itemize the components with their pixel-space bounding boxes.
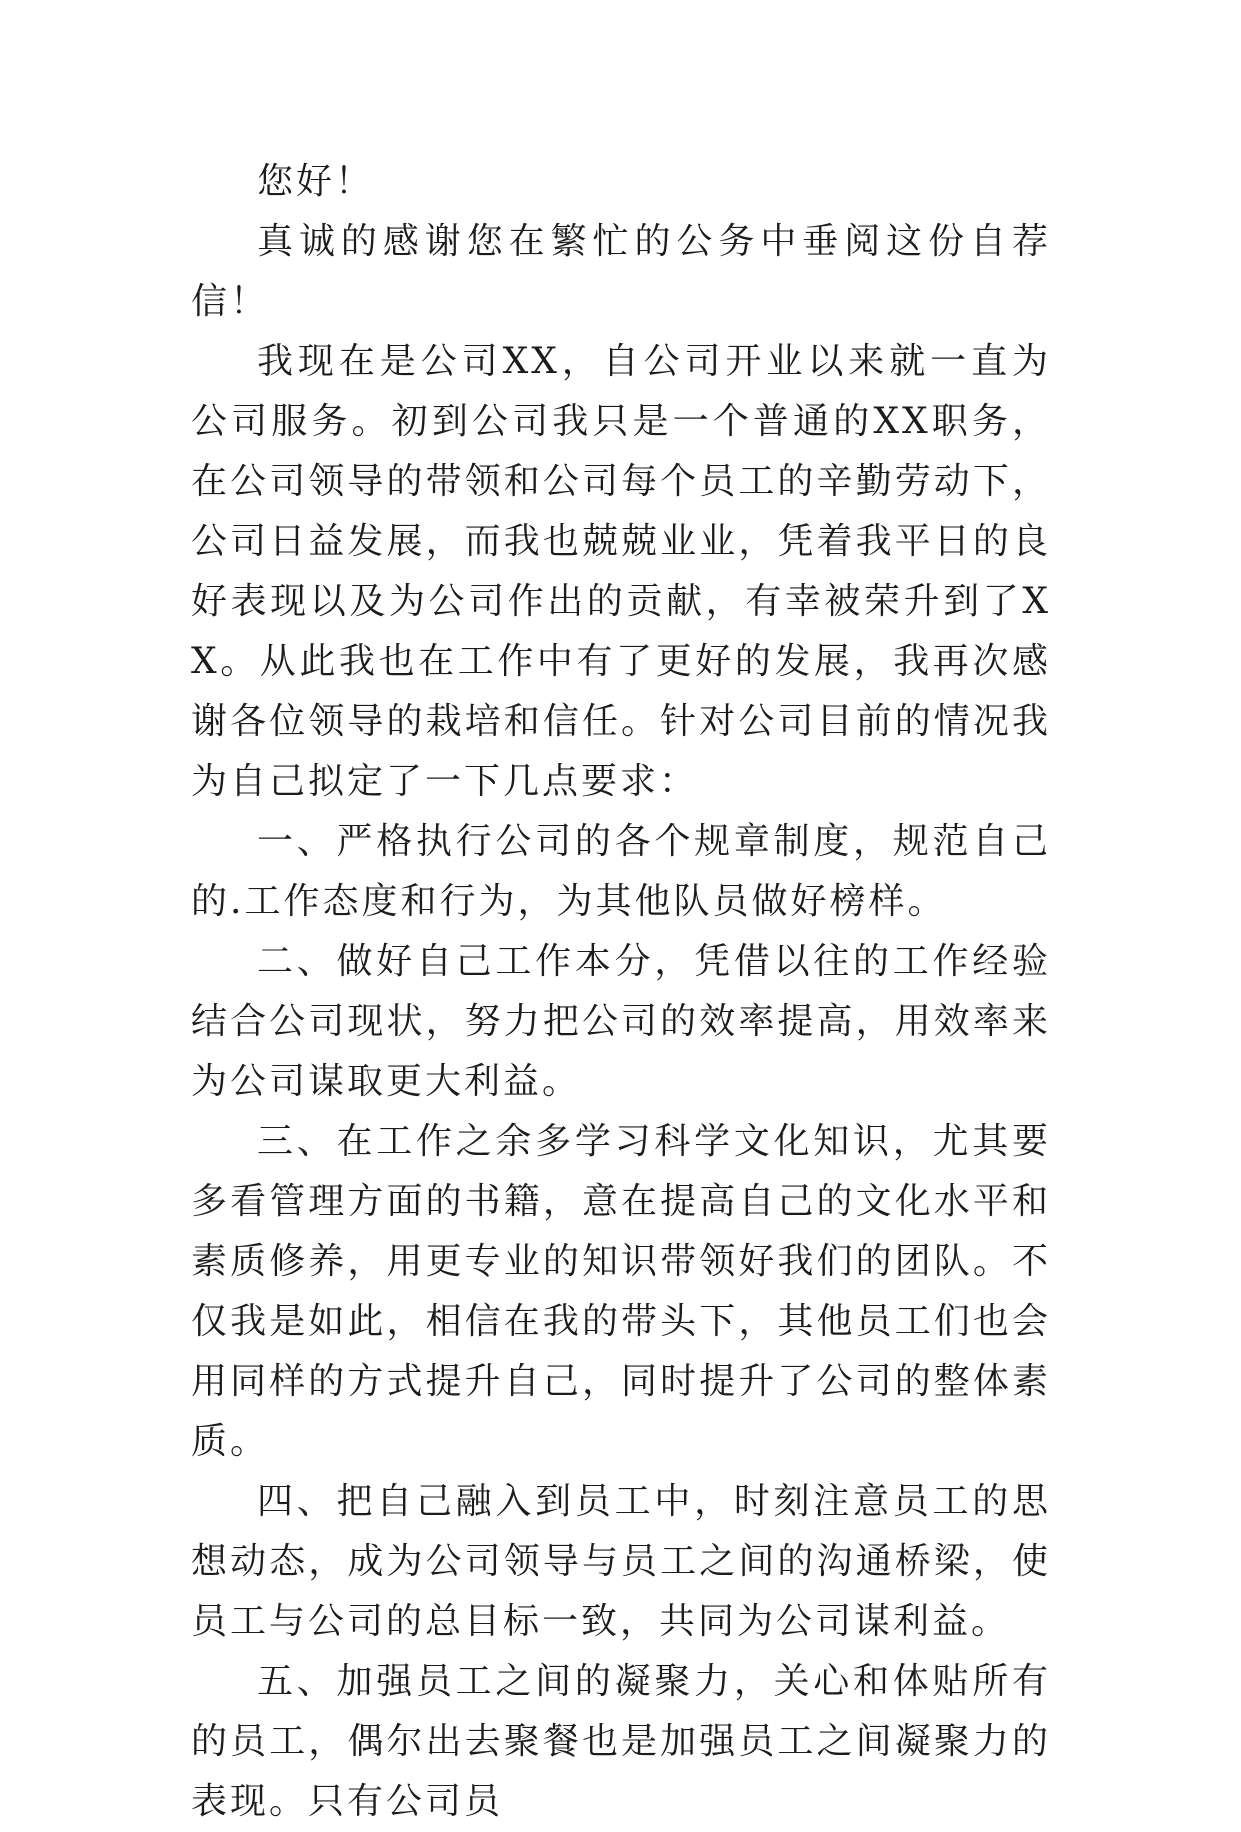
letter-body <box>191 152 1051 1832</box>
greeting-paragraph: 您好！ <box>257 161 375 202</box>
point-two-paragraph: 二、做好自己工作本分，凭借以往的工作经验结合公司现状，努力把公司的效率提高，用效率来为公司谋取更大利益。 <box>191 941 1051 1102</box>
intro-paragraph: 我现在是公司XX，自公司开业以来就一直为公司服务。初到公司我只是一个普通的XX职务，在公司领导的带领和公司每个员工的辛勤劳动下，公司日益发展，而我也兢兢业业，凭着我平日的良好表现以及为公司作出的贡献，有幸被荣升到了XX。从此我也在工作中有了更好的发展，我再次感谢各位领导的栽培和信任。针对公司目前的情况我为自己拟定了一下几点要求： <box>191 341 1051 802</box>
point-three-paragraph: 三、在工作之余多学习科学文化知识，尤其要多看管理方面的书籍，意在提高自己的文化水平和素质修养，用更专业的知识带领好我们的团队。不仅我是如此，相信在我的带头下，其他员工们也会用同样的方式提升自己，同时提升了公司的整体素质。 <box>191 1121 1051 1462</box>
point-four-paragraph: 四、把自己融入到员工中，时刻注意员工的思想动态，成为公司领导与员工之间的沟通桥梁，使员工与公司的总目标一致，共同为公司谋利益。 <box>191 1481 1051 1642</box>
point-one-paragraph: 一、严格执行公司的各个规章制度，规范自己的.工作态度和行为，为其他队员做好榜样。 <box>191 821 1051 922</box>
thanks-paragraph: 真诚的感谢您在繁忙的公务中垂阅这份自荐信！ <box>191 221 1051 322</box>
point-five-paragraph: 五、加强员工之间的凝聚力，关心和体贴所有的员工，偶尔出去聚餐也是加强员工之间凝聚力的表现。只有公司员 <box>191 1661 1051 1822</box>
